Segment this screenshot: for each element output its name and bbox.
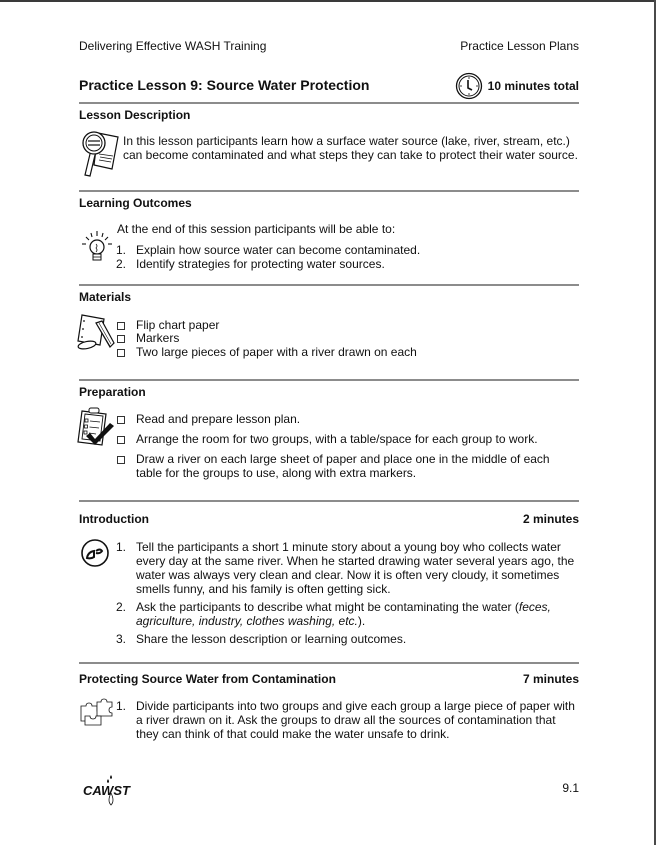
list-number: 2. [116,257,127,271]
list-number: 1. [116,540,127,554]
section-time-introduction: 2 minutes [522,512,579,526]
outcomes-intro: At the end of this session participants will be able to: [117,222,396,236]
introduction-text: Tell the participants a short 1 minute story about a young boy who collects water every day at the same river. When he started drawing water several years ago, the water was always very clean and clear. Now it is often very cloudy, it sometimes smells funny, and his family is often getting sick. [136,540,575,596]
window-top-border [0,0,656,2]
outcome-item [116,257,576,271]
cawst-logo [81,773,145,807]
page-number: 9.1 [562,781,579,795]
preparation-item: Arrange the room for two groups, with a table/space for each group to work. [136,432,538,446]
section-heading-description: Lesson Description [79,108,191,122]
running-header-right: Practice Lesson Plans [460,39,579,53]
logo-text: CAWST [83,783,130,798]
running-header-left: Delivering Effective WASH Training [79,39,267,53]
paper-pencil-icon [76,311,116,351]
introduction-item [116,540,576,596]
checkbox [117,322,125,330]
section-heading-preparation: Preparation [79,385,146,399]
divider [79,102,579,104]
material-item: Markers [136,331,180,345]
divider [79,284,579,286]
preparation-item: Draw a river on each large sheet of paper and place one in the middle of each table for the groups to use, along with extra markers. [136,452,550,480]
introduction-text: Share the lesson description or learning outcomes. [136,632,407,646]
introduction-item [116,632,576,646]
speech-icon [80,538,110,568]
clipboard-check-icon [76,405,118,447]
checkbox [117,349,125,357]
list-number: 1. [116,699,127,713]
introduction-item [116,600,576,628]
text-end: ). [357,614,366,628]
description-line-1: In this lesson participants learn how a surface water source (lake, river, stream, etc.) [123,134,570,148]
checkbox [117,456,125,464]
section-time-protecting: 7 minutes [522,672,579,686]
protecting-text: Divide participants into two groups and give each group a large piece of paper with a river drawn on it. Ask the groups to draw all the sources of contamination that they can think of that could make the water unsafe to drink. [136,699,575,741]
outcome-text: Explain how source water can become contaminated. [136,243,421,257]
material-item: Two large pieces of paper with a river drawn on each [136,345,417,359]
introduction-text [136,600,576,628]
list-number: 2. [116,600,127,614]
lesson-title: Practice Lesson 9: Source Water Protection [79,77,370,93]
lightbulb-icon [79,229,115,265]
divider [79,190,579,192]
text-italic: feces, agriculture, industry, clothes washing, etc. [136,600,551,628]
list-number: 1. [116,243,127,257]
outcome-item [116,243,576,257]
list-number: 3. [116,632,127,646]
material-item: Flip chart paper [136,318,220,332]
section-heading-introduction: Introduction [79,512,149,526]
text-plain: Ask the participants to describe what might be contaminating the water ( [136,600,519,614]
divider [79,379,579,381]
outcome-text: Identify strategies for protecting water sources. [136,257,385,271]
total-time: 10 minutes total [487,79,579,93]
checkbox [117,416,125,424]
lesson-title-row [79,72,579,102]
puzzle-pieces-icon [79,698,117,728]
divider [79,500,579,502]
magnifier-document-icon [80,127,122,179]
checkbox [117,436,125,444]
checkbox [117,335,125,343]
section-heading-materials: Materials [79,290,132,304]
stopwatch-icon [455,72,483,100]
divider [79,662,579,664]
protecting-item [116,699,576,741]
description-line-2: can become contaminated and what steps they can take to protect their water source. [123,148,578,162]
preparation-item: Read and prepare lesson plan. [136,412,301,426]
section-heading-protecting: Protecting Source Water from Contamination [79,672,336,686]
section-heading-outcomes: Learning Outcomes [79,196,192,210]
